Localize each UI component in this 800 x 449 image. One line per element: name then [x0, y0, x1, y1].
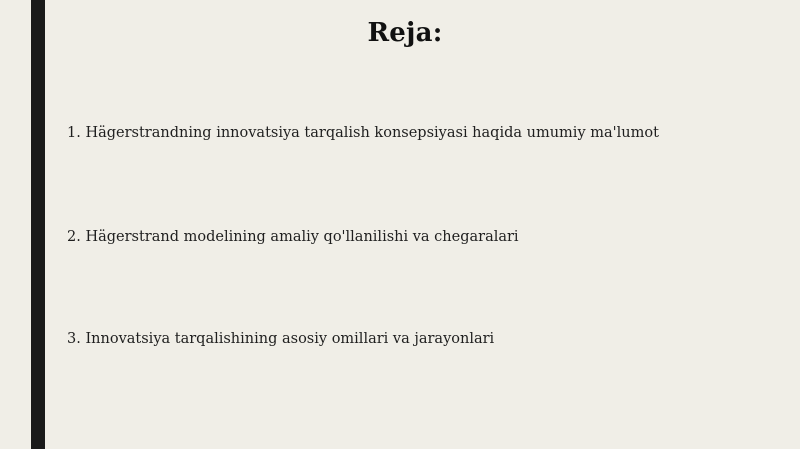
plan-item-3: 3. Innovatsiya tarqalishining asosiy omillari va jarayonlari — [67, 331, 495, 347]
plan-item-1: 1. Hägerstrandning innovatsiya tarqalish konsepsiyasi haqida umumiy ma'lumot — [67, 125, 659, 141]
slide-title: Reja: — [367, 18, 443, 48]
plan-item-2: 2. Hägerstrand modelining amaliy qo'llanilishi va chegaralari — [67, 229, 519, 245]
accent-bar — [31, 0, 45, 449]
